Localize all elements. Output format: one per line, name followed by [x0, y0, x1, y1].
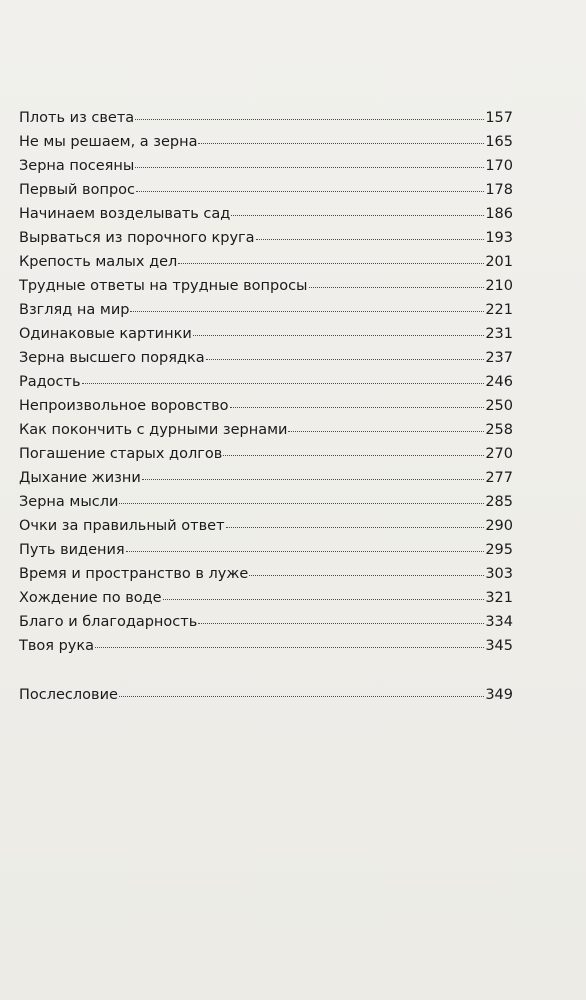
- dot-leader: [249, 575, 484, 576]
- toc-entry: [19, 278, 513, 302]
- toc-entry-page: 258: [485, 422, 513, 438]
- section-gap: [19, 662, 513, 687]
- dot-leader: [206, 359, 485, 360]
- toc-entry-title: Твоя рука: [19, 638, 95, 654]
- toc-entry-title: Одинаковые картинки: [19, 326, 192, 342]
- dot-leader: [163, 599, 485, 600]
- toc-entry: [19, 590, 513, 614]
- toc-entry-page: 193: [485, 230, 513, 246]
- table-of-contents: [19, 110, 513, 711]
- toc-entry-page: 201: [485, 254, 513, 270]
- toc-entry-title: Трудные ответы на трудные вопросы: [19, 278, 308, 294]
- dot-leader: [95, 647, 484, 648]
- toc-entry: [19, 398, 513, 422]
- toc-entry-title: Благо и благодарность: [19, 614, 198, 630]
- toc-entry-page: 290: [485, 518, 513, 534]
- toc-entry-page: 285: [485, 494, 513, 510]
- dot-leader: [193, 335, 485, 336]
- toc-entry-page: 321: [485, 590, 513, 606]
- toc-entry: [19, 494, 513, 518]
- toc-entry-title: Послесловие: [19, 687, 118, 703]
- dot-leader: [231, 215, 484, 216]
- toc-entry-title: Как покончить с дурными зернами: [19, 422, 288, 438]
- toc-entry-page: 170: [485, 158, 513, 174]
- toc-entry: [19, 470, 513, 494]
- toc-entry: [19, 446, 513, 470]
- toc-entry-title: Крепость малых дел: [19, 254, 178, 270]
- toc-entry: [19, 134, 513, 158]
- dot-leader: [223, 455, 484, 456]
- toc-entry-page: 221: [485, 302, 513, 318]
- dot-leader: [119, 696, 484, 697]
- toc-entry-title: Зерна посеяны: [19, 158, 135, 174]
- toc-entry-title: Не мы решаем, а зерна: [19, 134, 198, 150]
- toc-entry-page: 334: [485, 614, 513, 630]
- toc-entry-page: 165: [485, 134, 513, 150]
- toc-entry: [19, 422, 513, 446]
- toc-entry-title: Зерна высшего порядка: [19, 350, 205, 366]
- toc-entry-title: Хождение по воде: [19, 590, 162, 606]
- dot-leader: [130, 311, 484, 312]
- toc-entry: [19, 566, 513, 590]
- dot-leader: [135, 119, 484, 120]
- toc-entry: [19, 518, 513, 542]
- toc-entry-title: Зерна мысли: [19, 494, 119, 510]
- dot-leader: [198, 143, 484, 144]
- toc-entry-page: 231: [485, 326, 513, 342]
- dot-leader: [288, 431, 484, 432]
- dot-leader: [309, 287, 485, 288]
- toc-entry: [19, 182, 513, 206]
- toc-entry-page: 157: [485, 110, 513, 126]
- toc-entry-page: 303: [485, 566, 513, 582]
- toc-entry: [19, 326, 513, 350]
- toc-entry-title: Радость: [19, 374, 81, 390]
- dot-leader: [142, 479, 485, 480]
- dot-leader: [136, 191, 484, 192]
- dot-leader: [126, 551, 485, 552]
- toc-entry-afterword: [19, 687, 513, 711]
- toc-entry: [19, 638, 513, 662]
- toc-entry-page: 277: [485, 470, 513, 486]
- dot-leader: [226, 527, 485, 528]
- dot-leader: [256, 239, 485, 240]
- dot-leader: [82, 383, 485, 384]
- dot-leader: [135, 167, 484, 168]
- toc-entry-page: 270: [485, 446, 513, 462]
- toc-entry: [19, 374, 513, 398]
- toc-entry-title: Первый вопрос: [19, 182, 135, 198]
- toc-entry-title: Путь видения: [19, 542, 125, 558]
- toc-entry: [19, 350, 513, 374]
- toc-entry-title: Вырваться из порочного круга: [19, 230, 255, 246]
- toc-entry-page: 349: [485, 687, 513, 703]
- toc-entry-title: Непроизвольное воровство: [19, 398, 229, 414]
- toc-entry-title: Погашение старых долгов: [19, 446, 223, 462]
- dot-leader: [178, 263, 484, 264]
- toc-entry: [19, 254, 513, 278]
- toc-entry: [19, 206, 513, 230]
- toc-entry-page: 237: [485, 350, 513, 366]
- toc-entry-page: 186: [485, 206, 513, 222]
- toc-entry-page: 178: [485, 182, 513, 198]
- toc-entry: [19, 614, 513, 638]
- toc-entry: [19, 230, 513, 254]
- toc-entry-page: 345: [485, 638, 513, 654]
- dot-leader: [119, 503, 484, 504]
- toc-entry-title: Начинаем возделывать сад: [19, 206, 231, 222]
- toc-entry-title: Взгляд на мир: [19, 302, 130, 318]
- dot-leader: [198, 623, 484, 624]
- toc-entry: [19, 158, 513, 182]
- toc-entry-page: 250: [485, 398, 513, 414]
- dot-leader: [230, 407, 485, 408]
- toc-entry: [19, 110, 513, 134]
- toc-entry: [19, 302, 513, 326]
- toc-entry: [19, 542, 513, 566]
- toc-entry-title: Плоть из света: [19, 110, 135, 126]
- toc-entry-page: 246: [485, 374, 513, 390]
- toc-entry-title: Очки за правильный ответ: [19, 518, 225, 534]
- toc-entry-title: Время и пространство в луже: [19, 566, 249, 582]
- toc-entry-title: Дыхание жизни: [19, 470, 141, 486]
- toc-entry-page: 210: [485, 278, 513, 294]
- toc-entry-page: 295: [485, 542, 513, 558]
